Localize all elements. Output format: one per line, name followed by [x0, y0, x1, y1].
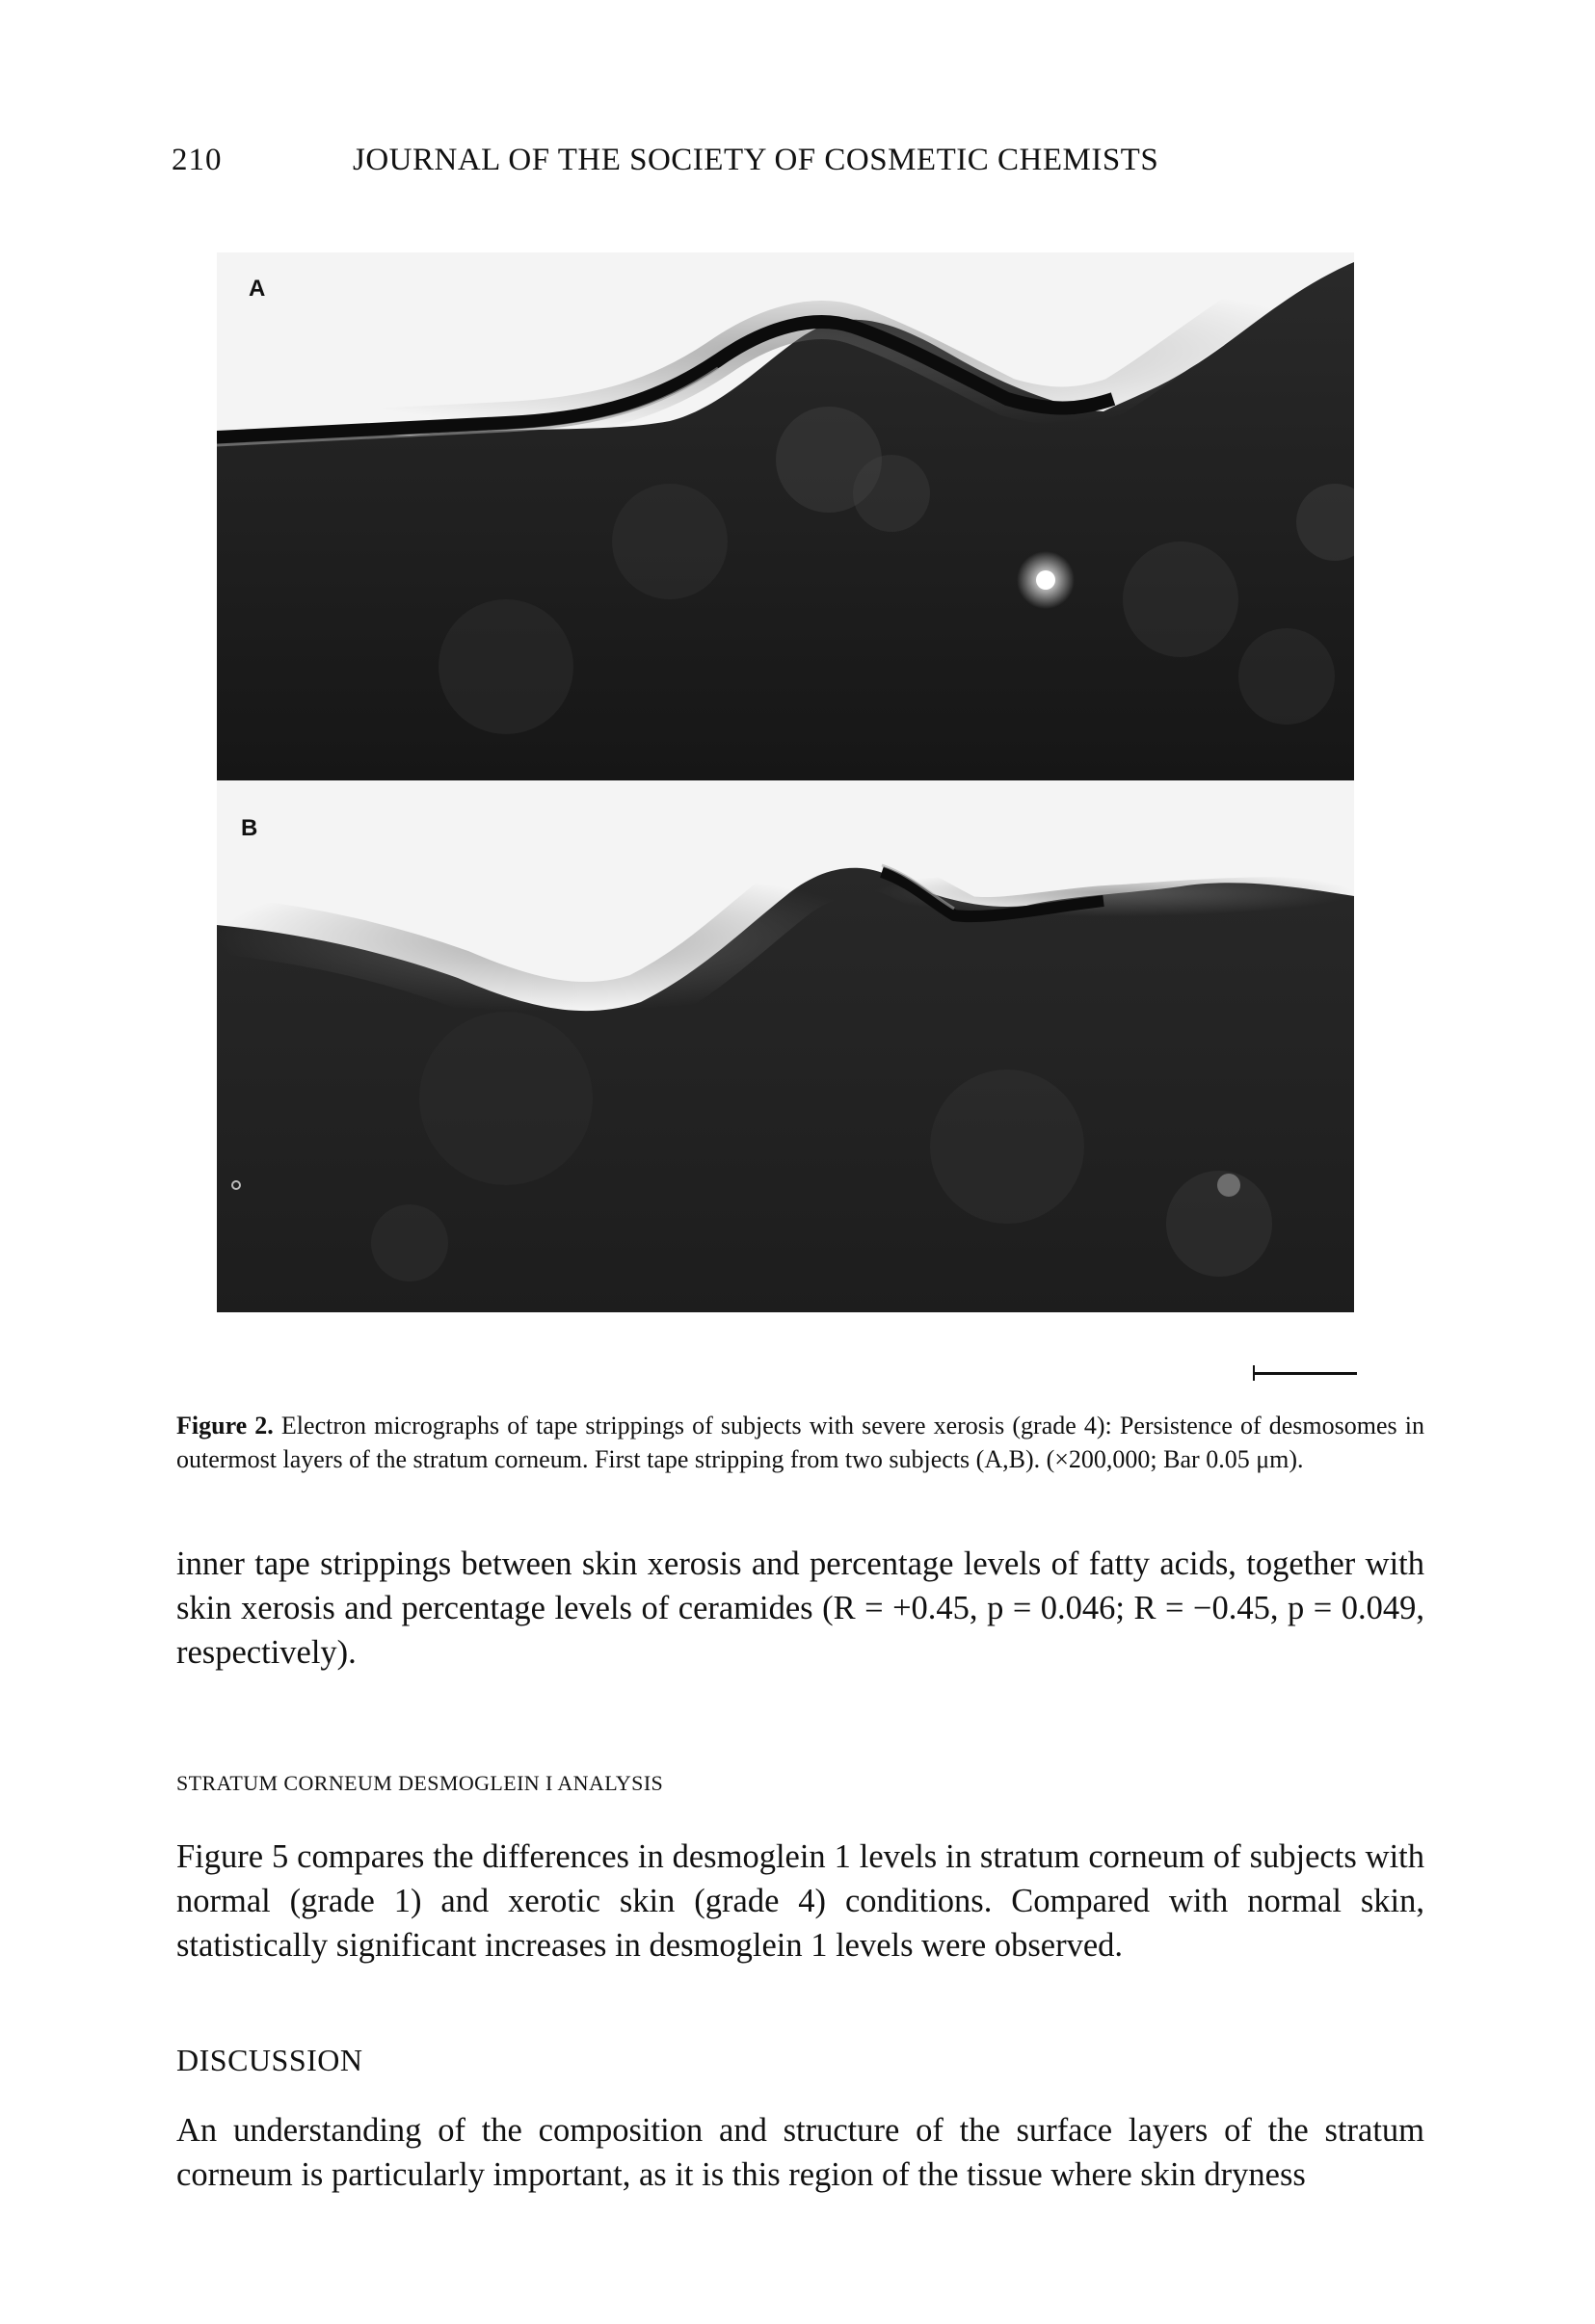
page-number: 210 [172, 143, 223, 177]
body-paragraph-3: An understanding of the composition and structure of the surface layers of the stratum corneum is particularly important, as it is this region of the tissue where skin dryness [176, 2112, 1424, 2193]
micrograph-b-image [217, 780, 1354, 1312]
body-paragraph-1: inner tape strippings between skin xerosis and percentage levels of fatty acids, together with skin xerosis and percentage levels of ceramides (R = +0.45, p = 0.046; R = −0.45, p = 0.049, respectively). [176, 1545, 1424, 1671]
figure-caption-text: Electron micrographs of tape strippings of subjects with severe xerosis (grade 4): Persistence of desmosomes in outermost layers of the stratum corneum. First tape stripping from two subjects (A,B). (×200,000; Bar 0.05 μm). [176, 1412, 1424, 1473]
scale-bar [1253, 1372, 1357, 1375]
micrograph-panel-b [217, 780, 1354, 1312]
running-head: JOURNAL OF THE SOCIETY OF COSMETIC CHEMISTS [353, 143, 1159, 177]
micrograph-a-image [217, 252, 1354, 780]
panel-b-label: B [241, 815, 258, 841]
figure-caption-label: Figure 2. [176, 1412, 274, 1439]
body-paragraph-2: Figure 5 compares the differences in desmoglein 1 levels in stratum corneum of subjects with normal (grade 1) and xerotic skin (grade 4) conditions. Compared with normal skin, statistically significant increases in desmoglein 1 levels were observed. [176, 1838, 1424, 1964]
figure-caption [176, 1409, 1424, 1476]
section-heading: STRATUM CORNEUM DESMOGLEIN I ANALYSIS [176, 1771, 664, 1795]
panel-a-label: A [249, 276, 266, 302]
discussion-heading: DISCUSSION [176, 2043, 363, 2077]
micrograph-panel-a [217, 252, 1354, 780]
